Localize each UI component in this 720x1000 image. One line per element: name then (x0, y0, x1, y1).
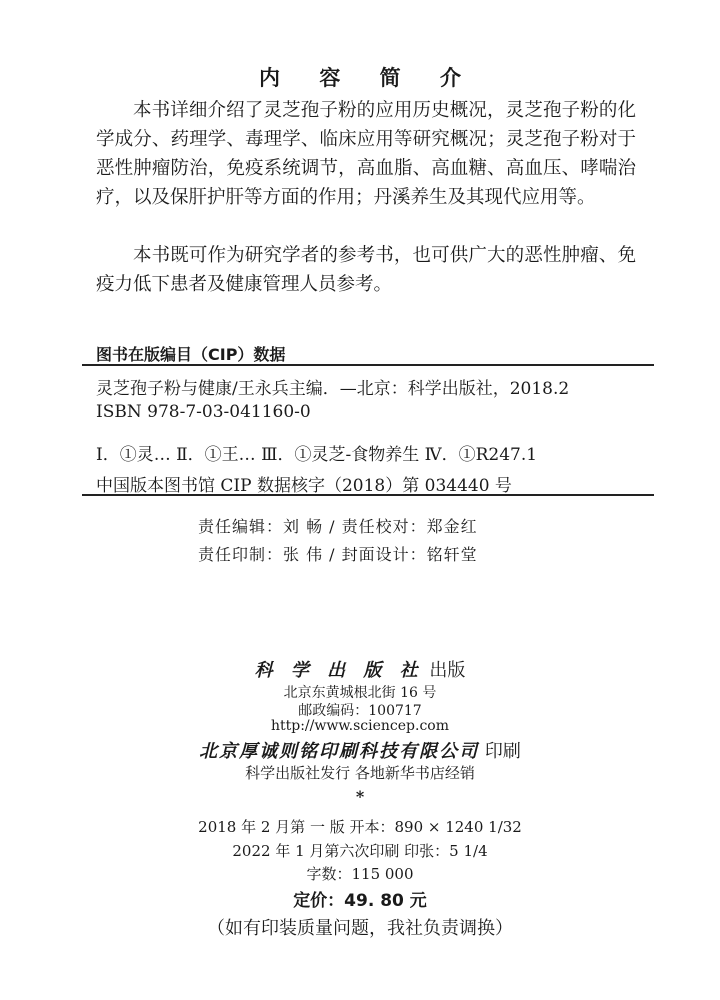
separator-star: * (355, 787, 365, 806)
price: 定价：49. 80 元 (293, 891, 427, 911)
intro-paragraph-1: 本书详细介绍了灵芝孢子粉的应用历史概况，灵芝孢子粉的化学成分、药理学、毒理学、临床应用等研究概况；灵芝孢子粉对于恶性肿瘤防治，免疫系统调节，高血脂、高血糖、高血压、哮喘治疗，以及保肝护肝等方面的作用；丹溪养生及其现代应用等。 (96, 100, 636, 208)
page-title: 内 容 简 介 (259, 66, 477, 90)
cip-number-line: 中国版本图书馆 CIP 数据核字（2018）第 034440 号 (96, 476, 512, 496)
cip-top-rule (82, 364, 654, 366)
publisher-address: 北京东黄城根北街 16 号 (283, 685, 437, 701)
publisher-line (0, 656, 720, 682)
printing-line: 2022 年 1 月第六次印刷 印张：5 1/4 (232, 842, 488, 860)
intro-paragraph-2: 本书既可作为研究学者的参考书，也可供广大的恶性肿瘤、免疫力低下患者及健康管理人员参考。 (96, 245, 636, 295)
publisher-website: http://www.sciencep.com (270, 718, 449, 734)
quality-notice: （如有印装质量问题，我社负责调换） (207, 918, 513, 939)
publisher-suffix: 出版 (429, 660, 466, 681)
cip-heading: 图书在版编目（CIP）数据 (96, 345, 286, 364)
cip-subject-line: Ⅰ．①灵… Ⅱ．①王… Ⅲ．①灵芝-食物养生 Ⅳ．①R247.1 (96, 445, 538, 465)
cip-title-line: 灵芝孢子粉与健康/王永兵主编．—北京：科学出版社，2018.2 (96, 379, 570, 399)
printer-name: 北京厚诚则铭印刷科技有限公司 (199, 741, 480, 762)
word-count: 字数：115 000 (306, 865, 414, 883)
publisher-postcode: 邮政编码：100717 (298, 703, 422, 719)
cip-isbn-line: ISBN 978-7-03-041160-0 (96, 402, 311, 422)
cip-bottom-rule (82, 494, 654, 496)
edition-line: 2018 年 2 月第 一 版 开本：890 × 1240 1/32 (198, 818, 522, 836)
credits-line-2: 责任印制：张 伟 / 封面设计：铭轩堂 (198, 545, 478, 564)
credits-line-1: 责任编辑：刘 畅 / 责任校对：郑金红 (198, 517, 478, 536)
publisher-name: 科 学 出 版 社 (254, 660, 424, 681)
printer-suffix: 印刷 (484, 741, 521, 762)
distribution-line: 科学出版社发行 各地新华书店经销 (245, 764, 475, 782)
printer-line (0, 737, 720, 763)
